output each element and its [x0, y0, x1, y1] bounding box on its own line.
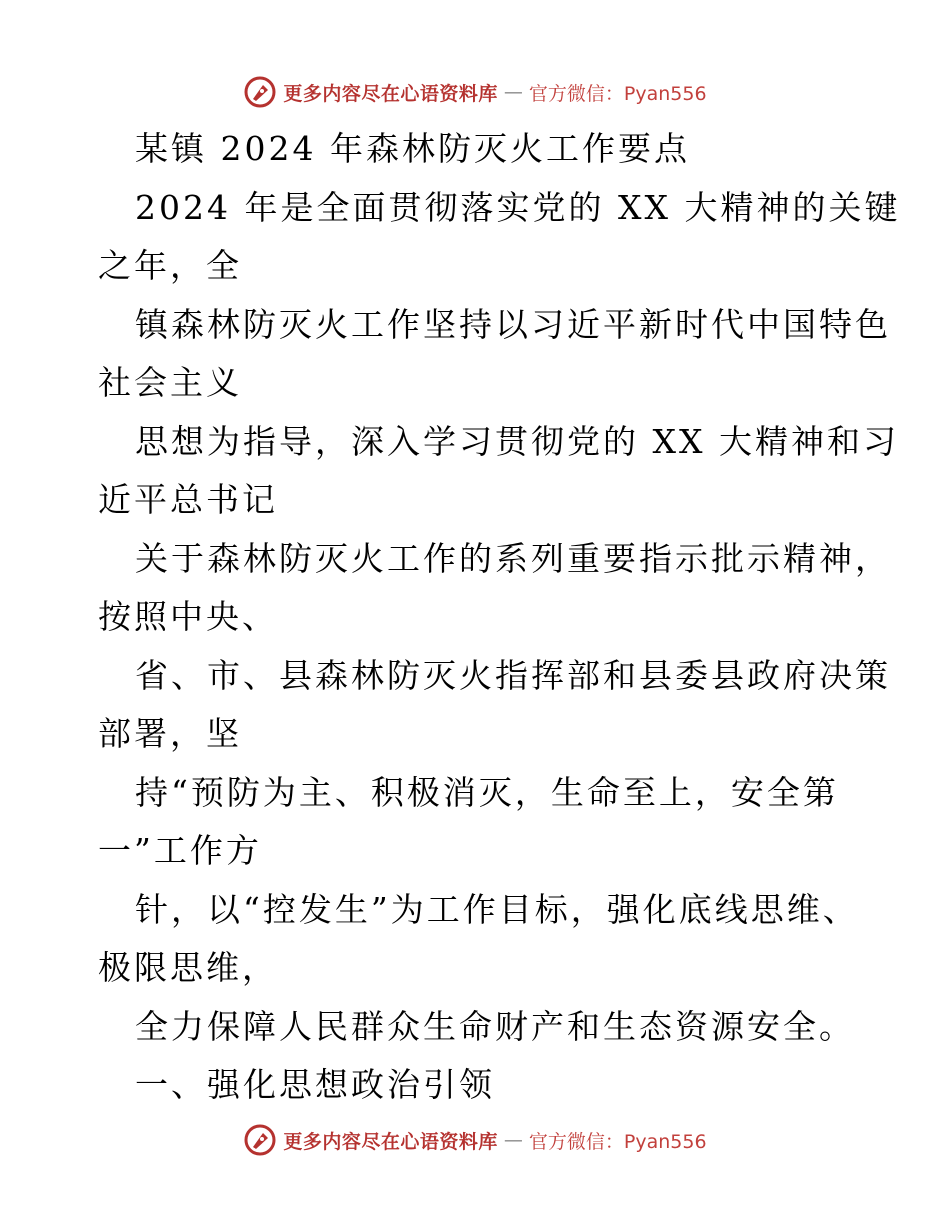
paragraph-line: 2024 年是全面贯彻落实党的 XX 大精神的关键	[135, 187, 901, 227]
document-body	[98, 120, 901, 1115]
watermark-brand-text: 更多内容尽在心语资料库	[283, 1130, 498, 1153]
paragraph-line: 极限思维，	[98, 948, 278, 987]
paragraph-line: 社会主义	[98, 363, 242, 402]
document-title: 某镇 2024 年森林防灭火工作要点	[135, 129, 690, 168]
paragraph-line: 之年，全	[98, 246, 242, 285]
watermark-contact-text: 官方微信：Pyan556	[528, 82, 707, 105]
paragraph-line: 按照中央、	[98, 597, 278, 636]
header-watermark	[0, 72, 950, 112]
paragraph-line: 思想为指导，深入学习贯彻党的 XX 大精神和习	[135, 421, 899, 461]
paragraph-line: 一、强化思想政治引领	[135, 1065, 495, 1104]
paragraph-line: 持“预防为主、积极消灭，生命至上，安全第	[135, 772, 839, 812]
paragraph-line: 镇森林防灭火工作坚持以习近平新时代中国特色	[135, 304, 891, 344]
paragraph-line: 关于森林防灭火工作的系列重要指示批示精神，	[135, 538, 891, 578]
footer-watermark	[0, 1120, 950, 1160]
paragraph-line: 部署，坚	[98, 714, 242, 753]
paragraph-line: 针，以“控发生”为工作目标，强化底线思维、	[135, 889, 859, 929]
watermark-contact-text: 官方微信：Pyan556	[528, 1130, 707, 1153]
watermark-separator: —	[503, 1129, 523, 1151]
paragraph-line: 全力保障人民群众生命财产和生态资源安全。	[135, 1006, 855, 1046]
paragraph-line: 一”工作方	[98, 831, 262, 870]
pen-nib-logo-icon	[243, 75, 277, 109]
watermark-separator: —	[503, 81, 523, 103]
paragraph-line: 省、市、县森林防灭火指挥部和县委县政府决策	[135, 655, 891, 695]
watermark-brand-text: 更多内容尽在心语资料库	[283, 82, 498, 105]
pen-nib-logo-icon	[243, 1123, 277, 1157]
paragraph-line: 近平总书记	[98, 480, 278, 519]
